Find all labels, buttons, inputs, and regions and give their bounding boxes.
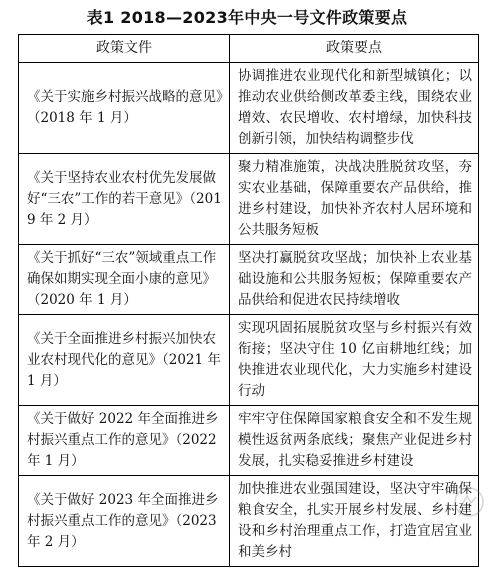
header-policy-points: 政策要点 xyxy=(230,35,479,63)
table-row xyxy=(19,315,479,406)
table-row xyxy=(19,406,479,476)
table-title: 表1 2018—2023年中央一号文件政策要点 xyxy=(86,8,408,27)
policy-table xyxy=(18,34,479,567)
policy-document-cell: 《关于做好 2022 年全面推进乡村振兴重点工作的意见》（2022 年 1 月） xyxy=(19,406,230,476)
policy-points-cell: 实现巩固拓展脱贫攻坚与乡村振兴有效衔接；坚决守住 10 亿亩耕地红线；加快推进农业现代化，大力实施乡村建设行动 xyxy=(230,315,479,406)
policy-document-cell: 《关于抓好“三农”领域重点工作确保如期实现全面小康的意见》（2020 年 1 月） xyxy=(19,245,230,315)
policy-document-cell: 《关于做好 2023 年全面推进乡村振兴重点工作的意见》（2023 年 2 月） xyxy=(19,476,230,567)
policy-document-cell: 《关于全面推进乡村振兴加快农业农村现代化的意见》（2021 年 1 月） xyxy=(19,315,230,406)
policy-document-cell: 《关于坚持农业农村优先发展做好“三农”工作的若干意见》（2019 年 2 月） xyxy=(19,154,230,245)
policy-points-cell: 聚力精准施策，决战决胜脱贫攻坚，夯实农业基础，保障重要农产品供给，推进乡村建设，加快补齐农村人居环境和公共服务短板 xyxy=(230,154,479,245)
table-header-row xyxy=(19,35,479,63)
table-row xyxy=(19,476,479,567)
header-policy-document: 政策文件 xyxy=(19,35,230,63)
policy-points-cell: 协调推进农业现代化和新型城镇化；以推动农业供给侧改革委主线，围绕农业增效、农民增收、农村增绿，加快科技创新引领，加快结构调整步伐 xyxy=(230,63,479,154)
policy-points-cell: 牢牢守住保障国家粮食安全和不发生规模性返贫两条底线；聚焦产业促进乡村发展，扎实稳妥推进乡村建设 xyxy=(230,406,479,476)
table-row xyxy=(19,154,479,245)
policy-document-cell: 《关于实施乡村振兴战略的意见》（2018 年 1 月） xyxy=(19,63,230,154)
policy-points-cell: 坚决打赢脱贫攻坚战；加快补上农业基础设施和公共服务短板；保障重要农产品供给和促进农民持续增收 xyxy=(230,245,479,315)
watermark-logo-icon xyxy=(452,485,486,519)
table-row xyxy=(19,63,479,154)
policy-points-cell: 加快推进农业强国建设，坚决守牢确保粮食安全，扎实开展乡村发展、乡村建设和乡村治理重点工作，打造宜居宜业和美乡村 xyxy=(230,476,479,567)
table-row xyxy=(19,245,479,315)
